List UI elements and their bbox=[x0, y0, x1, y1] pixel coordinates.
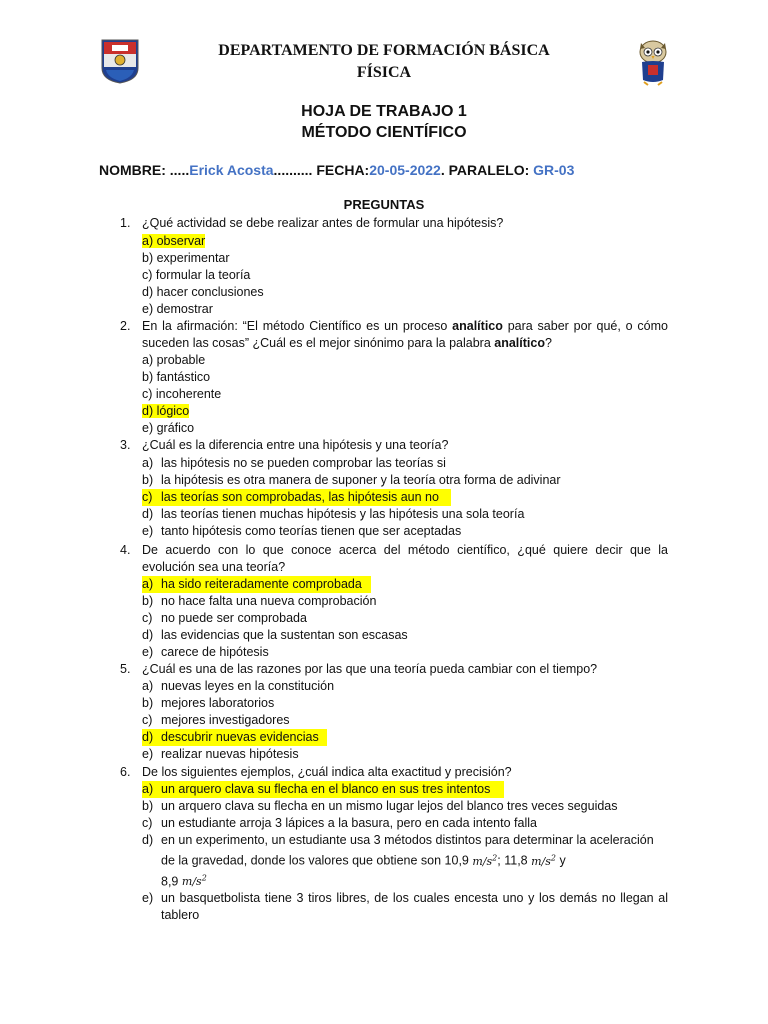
option-b bbox=[142, 695, 668, 712]
option-letter: b) bbox=[142, 473, 154, 487]
option-d bbox=[142, 627, 668, 644]
question-text: De acuerdo con lo que conoce acerca del método científico, ¿qué quiere decir que la evolución sea una teoría? bbox=[142, 543, 668, 574]
option-c: c) incoherente bbox=[142, 387, 222, 401]
separator: y bbox=[556, 853, 566, 868]
unit-part: s bbox=[545, 854, 551, 868]
questions-heading: PREGUNTAS bbox=[343, 197, 425, 212]
option-text: un basquetbolista tiene 3 tiros libres, de los cuales encesta uno y los demás no llegan al tablero bbox=[161, 891, 668, 923]
question-text bbox=[142, 318, 668, 352]
option-text: un estudiante arroja 3 lápices a la basura, pero en cada intento falla bbox=[161, 816, 537, 830]
section-value: GR-03 bbox=[533, 162, 575, 178]
unit-expression bbox=[182, 875, 207, 888]
option-letter: d) bbox=[142, 628, 154, 642]
question-text-part: En la afirmación: “El método Científico es un proceso bbox=[142, 319, 453, 333]
question-3-options bbox=[142, 455, 668, 540]
option-text: un arquero clava su flecha en el blanco en sus tres intentos bbox=[161, 782, 491, 796]
option-e bbox=[142, 746, 668, 763]
option-letter: e) bbox=[142, 891, 154, 906]
unit-part: / bbox=[541, 854, 546, 868]
answer-highlight: d) lógico bbox=[142, 404, 190, 418]
option-d bbox=[142, 832, 668, 890]
option-letter: e) bbox=[142, 524, 154, 538]
unit-part: s bbox=[486, 854, 493, 868]
unit-expression bbox=[531, 855, 556, 868]
option-letter: e) bbox=[142, 645, 154, 659]
option-text: la hipótesis es otra manera de suponer y la teoría otra forma de adivinar bbox=[161, 473, 561, 487]
option-c: c) formular la teoría bbox=[142, 268, 251, 282]
option-b: b) experimentar bbox=[142, 251, 230, 265]
unit-expression bbox=[472, 855, 497, 868]
question-text: De los siguientes ejemplos, ¿cuál indica alta exactitud y precisión? bbox=[142, 765, 512, 779]
option-letter: d) bbox=[142, 730, 154, 744]
worksheet-title-line1: HOJA DE TRABAJO 1 bbox=[301, 103, 467, 120]
question-6-options bbox=[142, 781, 668, 924]
option-letter: c) bbox=[142, 713, 153, 727]
option-letter: a) bbox=[142, 577, 154, 591]
option-letter: b) bbox=[142, 696, 154, 710]
worksheet-title-line2: MÉTODO CIENTÍFICO bbox=[301, 124, 467, 141]
option-b bbox=[142, 593, 668, 610]
option-text: nuevas leyes en la constitución bbox=[161, 679, 335, 693]
question-text: ¿Qué actividad se debe realizar antes de formular una hipótesis? bbox=[142, 216, 504, 230]
separator: ; bbox=[497, 853, 505, 868]
option-text: no hace falta una nueva comprobación bbox=[161, 594, 377, 608]
option-text: mejores laboratorios bbox=[161, 696, 275, 710]
question-number: 2. bbox=[120, 319, 131, 333]
option-text: un arquero clava su flecha en un mismo lugar lejos del blanco tres veces seguidas bbox=[161, 799, 618, 813]
option-a bbox=[142, 233, 668, 250]
option-letter: d) bbox=[142, 833, 154, 847]
value: 8,9 bbox=[161, 874, 179, 889]
date-value: 20-05-2022 bbox=[369, 162, 441, 178]
department-name: DEPARTAMENTO DE FORMACIÓN BÁSICA bbox=[218, 42, 550, 59]
option-letter: a) bbox=[142, 782, 154, 796]
option-letter: a) bbox=[142, 456, 154, 470]
question-number: 5. bbox=[120, 662, 131, 676]
option-d bbox=[142, 403, 668, 420]
unit-part: / bbox=[192, 875, 197, 889]
student-info-line bbox=[99, 162, 574, 178]
option-text: las evidencias que la sustentan son escasas bbox=[161, 628, 408, 642]
unit-part: m bbox=[531, 854, 542, 868]
unit-part: m bbox=[472, 854, 483, 868]
option-text: las teorías tienen muchas hipótesis y las hipótesis una sola teoría bbox=[161, 507, 525, 521]
option-e: e) demostrar bbox=[142, 302, 213, 316]
unit-exponent: 2 bbox=[201, 873, 207, 883]
question-number: 6. bbox=[120, 765, 131, 779]
question-text: ¿Cuál es la diferencia entre una hipótesis y una teoría? bbox=[142, 438, 449, 452]
question-4-options bbox=[142, 576, 668, 661]
answer-highlight: a) observar bbox=[142, 234, 206, 248]
option-text: las hipótesis no se pueden comprobar las teorías si bbox=[161, 456, 446, 470]
unit-exponent: 2 bbox=[550, 853, 557, 862]
option-a bbox=[142, 678, 668, 695]
option-c bbox=[142, 489, 668, 506]
unit-part: s bbox=[196, 875, 202, 889]
option-b bbox=[142, 472, 668, 489]
option-d bbox=[142, 506, 668, 523]
option-a bbox=[142, 455, 668, 472]
option-a bbox=[142, 781, 668, 798]
question-text-part: para saber por qué, o cómo suceden las cosas” ¿Cuál es el mejor sinónimo para la palabra bbox=[142, 319, 668, 350]
option-d: d) hacer conclusiones bbox=[142, 285, 264, 299]
option-e: e) gráfico bbox=[142, 421, 195, 435]
bold-term: analítico bbox=[494, 336, 545, 350]
option-c bbox=[142, 815, 668, 832]
option-text: descubrir nuevas evidencias bbox=[161, 730, 319, 744]
option-text: las teorías son comprobadas, las hipótesis aun no bbox=[161, 490, 439, 504]
option-e bbox=[142, 523, 668, 540]
option-text: en un experimento, un estudiante usa 3 métodos distintos para determinar la aceleración de la gravedad, donde los valores que obtiene son 10,9 bbox=[161, 833, 654, 868]
worksheet-title bbox=[0, 101, 768, 143]
option-letter: e) bbox=[142, 747, 154, 761]
option-letter: d) bbox=[142, 507, 154, 521]
option-text: mejores investigadores bbox=[161, 713, 290, 727]
unit-part: / bbox=[482, 854, 487, 868]
option-d bbox=[142, 729, 668, 746]
question-text-part: ? bbox=[544, 336, 552, 350]
option-letter: a) bbox=[142, 679, 154, 693]
option-b bbox=[142, 798, 668, 815]
option-letter: c) bbox=[142, 816, 153, 830]
option-letter: b) bbox=[142, 594, 154, 608]
document-header bbox=[0, 40, 768, 84]
date-label: .......... FECHA: bbox=[273, 162, 370, 178]
option-c bbox=[142, 610, 668, 627]
question-text: ¿Cuál es una de las razones por las que una teoría pueda cambiar con el tiempo? bbox=[142, 662, 598, 676]
option-text: ha sido reiteradamente comprobada bbox=[161, 577, 362, 591]
unit-exponent: 2 bbox=[492, 853, 498, 862]
name-label: NOMBRE: ..... bbox=[99, 162, 190, 178]
question-number: 3. bbox=[120, 438, 131, 452]
option-letter: b) bbox=[142, 799, 154, 813]
question-2-options bbox=[142, 352, 668, 437]
subject-name: FÍSICA bbox=[356, 64, 412, 81]
question-1-options bbox=[142, 233, 668, 318]
option-text: realizar nuevas hipótesis bbox=[161, 747, 299, 761]
section-label: . PARALELO: bbox=[440, 162, 534, 178]
question-number: 1. bbox=[120, 216, 131, 230]
option-a: a) probable bbox=[142, 353, 206, 367]
option-text: tanto hipótesis como teorías tienen que ser aceptadas bbox=[161, 524, 462, 538]
value: 11,8 bbox=[504, 853, 528, 868]
option-text: carece de hipótesis bbox=[161, 645, 269, 659]
option-c bbox=[142, 712, 668, 729]
option-a bbox=[142, 576, 668, 593]
option-text: no puede ser comprobada bbox=[161, 611, 307, 625]
option-e bbox=[142, 890, 668, 924]
student-name: Erick Acosta bbox=[189, 162, 274, 178]
option-letter: c) bbox=[142, 490, 153, 504]
option-letter: c) bbox=[142, 611, 153, 625]
option-e bbox=[142, 644, 668, 661]
option-b: b) fantástico bbox=[142, 370, 211, 384]
unit-part: m bbox=[181, 875, 193, 889]
question-5-options bbox=[142, 678, 668, 763]
bold-term: analítico bbox=[452, 319, 503, 333]
question-number: 4. bbox=[120, 543, 131, 557]
